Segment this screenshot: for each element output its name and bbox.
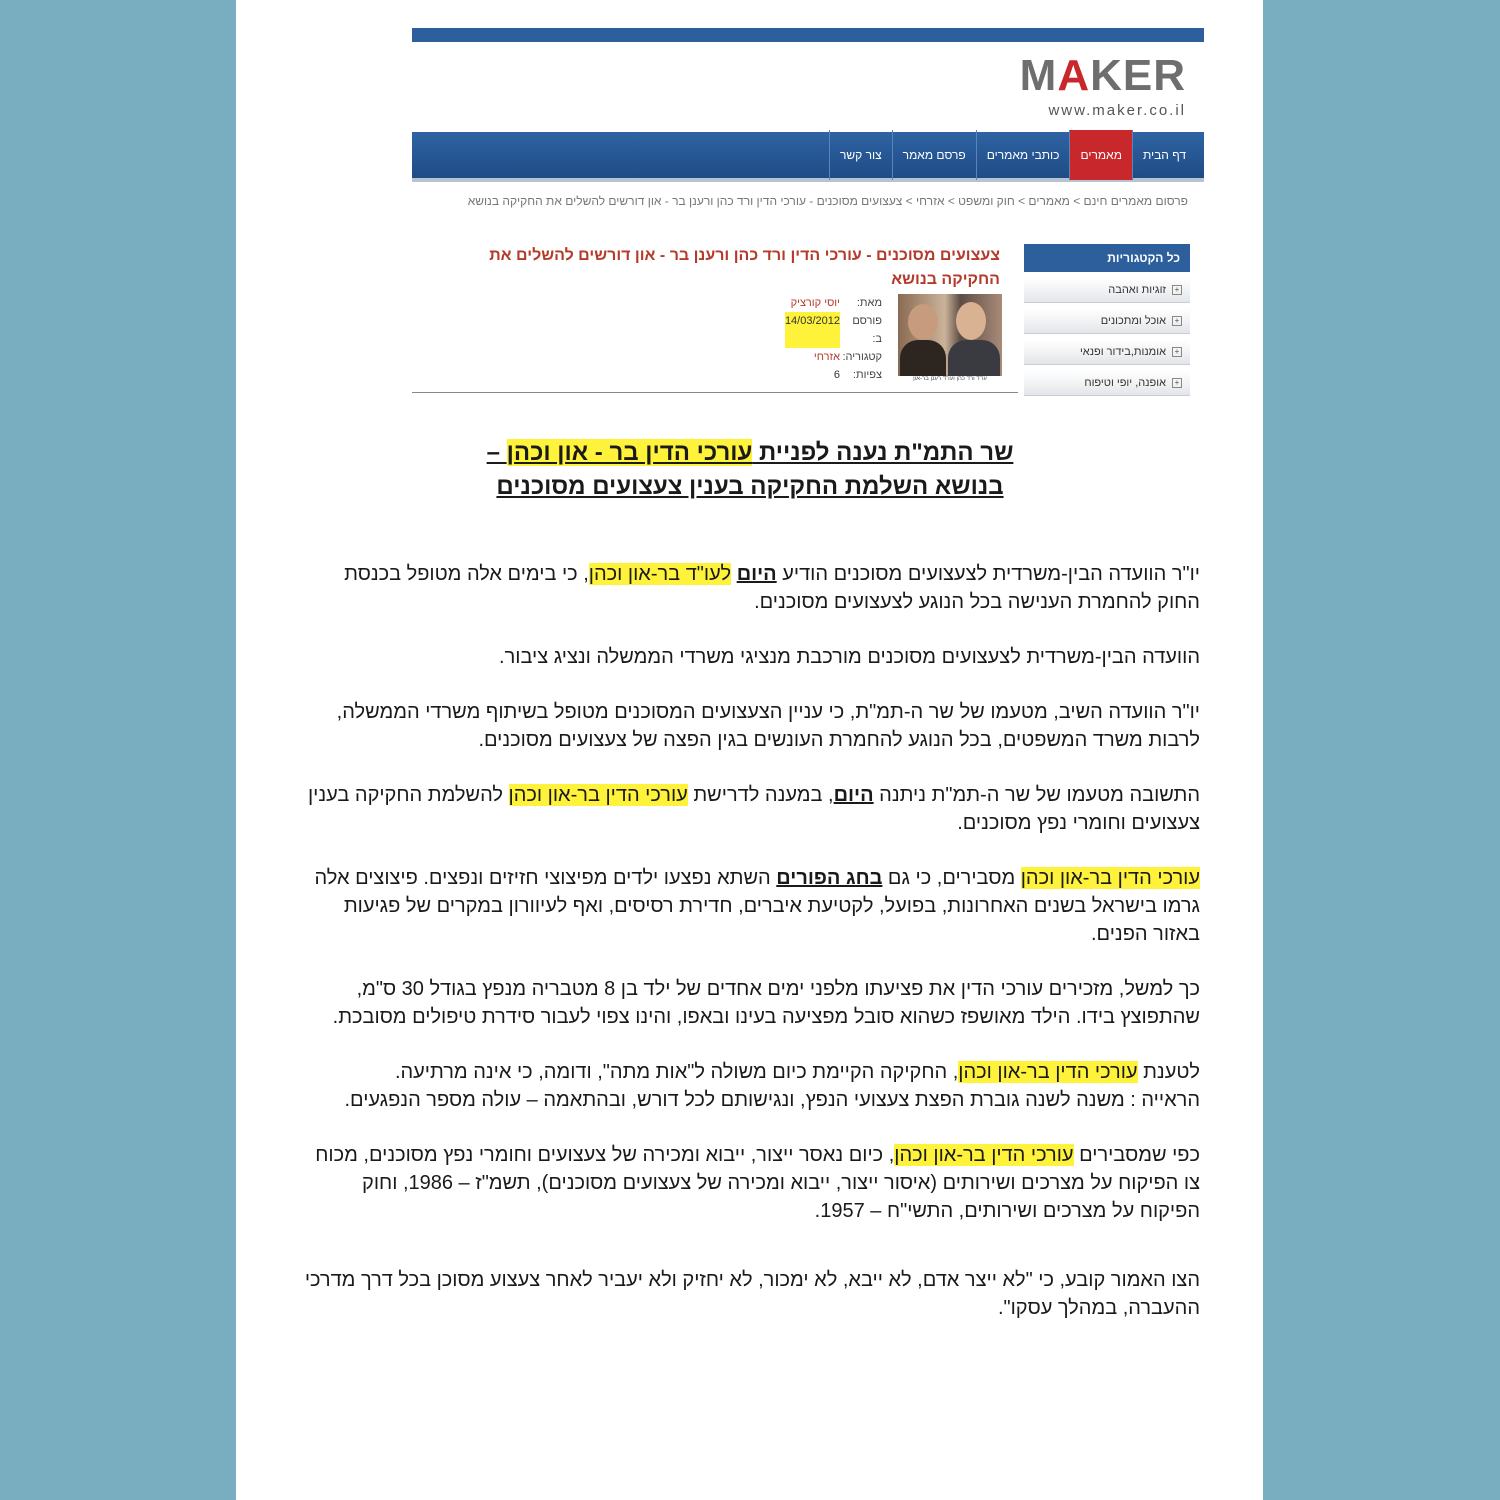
main-nav xyxy=(412,132,1204,182)
sidebar-item[interactable]: + אופנה, יופי וטיפוח xyxy=(1024,371,1190,396)
author-link[interactable]: יוסי קורציק xyxy=(790,297,840,309)
category-link[interactable]: אזרחי xyxy=(813,351,840,363)
category-sidebar xyxy=(1024,244,1190,396)
expand-icon[interactable]: + xyxy=(1172,378,1182,388)
nav-home[interactable]: דף הבית xyxy=(1132,130,1196,180)
photo-face xyxy=(956,302,986,340)
breadcrumb[interactable]: פרסום מאמרים חינם > מאמרים > חוק ומשפט > אזרחי > צעצועים מסוכנים - עורכי הדין ורד כהן ורענן בר - און דורשים להשלים את החקיקה בנושא xyxy=(467,194,1188,208)
paragraph: יו"ר הוועדה השיב, מטעמו של שר ה-תמ"ת, כי עניין הצעצועים המסוכנים מטופל בשיתוף משרדי הממשלה, לרבות משרד המשפטים, בכל הנוגע להחמרת העונשים בגין הפצה של צעצועים מסוכנים. xyxy=(336,701,1200,751)
highlighted-text: לעו"ד בר-און וכהן xyxy=(588,563,732,585)
paragraph: עורכי הדין בר-און וכהן מסבירים, כי גם בחג הפורים השתא נפצעו ילדים מפיצוצי חזיזים ונפצים. פיצוצים אלה גרמו בישראל בשנים האחרונות, בפועל, לקטיעת איברים, חדירת רסיסים, ואף לעיוורון במקרים של פגיעות באזור הפנים. xyxy=(314,867,1200,945)
meta-label: קטגוריה: xyxy=(842,351,882,363)
meta-label: פורסם ב: xyxy=(852,315,882,345)
underlined-text: היום xyxy=(833,784,874,806)
photo-caption: עו"ד ורד כהן ועו"ד רענן בר-און xyxy=(913,376,987,382)
expand-icon[interactable]: + xyxy=(1172,285,1182,295)
logo-wordmark: MAKER xyxy=(1019,51,1186,100)
site-logo[interactable] xyxy=(1019,51,1186,119)
document-title: שר התמ"ת נענה לפניית עורכי הדין בר - און וכהן – בנושא השלמת החקיקה בענין צעצועים מסוכנים xyxy=(486,439,1014,500)
logo-cursor-a: A xyxy=(1057,51,1091,100)
paragraph: הוועדה הבין-משרדית לצעצועים מסוכנים מורכבת מנציגי משרדי הממשלה ונציג ציבור. xyxy=(499,646,1200,668)
article-title[interactable]: צעצועים מסוכנים - עורכי הדין ורד כהן ורענן בר - און דורשים להשלים את החקיקה בנושא xyxy=(489,247,1000,288)
site-url: www.maker.co.il xyxy=(1048,102,1186,119)
photo-figure xyxy=(948,340,1000,376)
highlighted-text: עורכי הדין בר-און וכהן xyxy=(1020,867,1200,889)
paragraph: יו"ר הוועדה הבין-משרדית לצעצועים מסוכנים הודיע היום לעו"ד בר-און וכהן, כי בימים אלה מטופל בכנסת החוק להחמרת הענישה בכל הנוגע לצעצועים מסוכנים. xyxy=(344,563,1200,613)
paragraph: כך למשל, מזכירים עורכי הדין את פציעתו מלפני ימים אחדים של ילד בן 8 מטבריה מנפץ בגודל 30 ס"מ, שהתפוצץ בידו. הילד מאושפז כשהוא סובל מפציעה בעינו ובאפו, והינו צפוי לעבור סידרת טיפולים מסובכת. xyxy=(332,978,1200,1028)
paragraph: לטענת עורכי הדין בר-און וכהן, החקיקה הקיימת כיום משולה ל"אות מתה", ודומה, כי אינה מרתיעה. הראייה : משנה לשנה גוברת הפצת צעצועי הנפץ, ונגישותם לכל דורש, ובהתאמה – עולה מספר הנפגעים. xyxy=(344,1061,1200,1111)
sidebar-item[interactable]: + אומנות,בידור ופנאי xyxy=(1024,340,1190,365)
paragraph: הצו האמור קובע, כי "לא ייצר אדם, לא ייבא, לא ימכור, לא יחזיק ולא יעביר לאחר צעצוע מסוכן בכל דרך מדרכי ההעברה, במהלך עסקו". xyxy=(304,1269,1200,1319)
paragraph: כפי שמסבירים עורכי הדין בר-און וכהן, כיום נאסר ייצור, ייבוא ומכירה של צעצועים וחומרי נפץ מסוכנים, מכוח צו הפיקוח על מצרכים ושירותים (איסור ייצור, ייבוא ומכירה של צעצועים מסוכנים), תשמ"ז – 1986, וחוק הפיקוח על מצרכים ושירותים, התשי"ח – 1957. xyxy=(315,1144,1200,1222)
author-photo xyxy=(898,294,1002,376)
divider xyxy=(412,392,1018,393)
nav-publish[interactable]: פרסם מאמר xyxy=(892,130,976,180)
underlined-text: היום xyxy=(736,563,777,585)
publish-date: 14/03/2012 xyxy=(785,312,840,348)
photo-face xyxy=(908,304,938,340)
website-clipping xyxy=(412,28,1204,394)
highlighted-text: עורכי הדין בר-און וכהן xyxy=(958,1061,1138,1083)
expand-icon[interactable]: + xyxy=(1172,347,1182,357)
document-body xyxy=(300,560,1200,1349)
view-count: 6 xyxy=(833,369,840,381)
highlighted-text: עורכי הדין בר-און וכהן xyxy=(894,1144,1074,1166)
nav-articles[interactable]: מאמרים xyxy=(1069,130,1131,180)
meta-label: מאת: xyxy=(856,297,882,309)
underlined-text: בחג הפורים xyxy=(776,867,883,889)
sidebar-item[interactable]: + אוכל ומתכונים xyxy=(1024,309,1190,334)
nav-contact[interactable]: צור קשר xyxy=(829,130,892,180)
photo-figure xyxy=(900,340,946,376)
nav-writers[interactable]: כותבי מאמרים xyxy=(976,130,1070,180)
sidebar-title[interactable]: כל הקטגוריות xyxy=(1024,244,1190,272)
site-top-bar xyxy=(412,28,1204,42)
expand-icon[interactable]: + xyxy=(1172,316,1182,326)
highlighted-text: עורכי הדין בר - און וכהן xyxy=(506,439,753,466)
meta-label: צפיות: xyxy=(852,369,882,381)
highlighted-text: עורכי הדין בר-און וכהן xyxy=(508,784,688,806)
paragraph: התשובה מטעמו של שר ה-תמ"ת ניתנה היום, במענה לדרישת עורכי הדין בר-און וכהן להשלמת החקיקה בענין צעצועים וחומרי נפץ מסוכנים. xyxy=(307,784,1200,834)
sidebar-item[interactable]: + זוגיות ואהבה xyxy=(1024,278,1190,303)
article-meta xyxy=(742,294,882,384)
